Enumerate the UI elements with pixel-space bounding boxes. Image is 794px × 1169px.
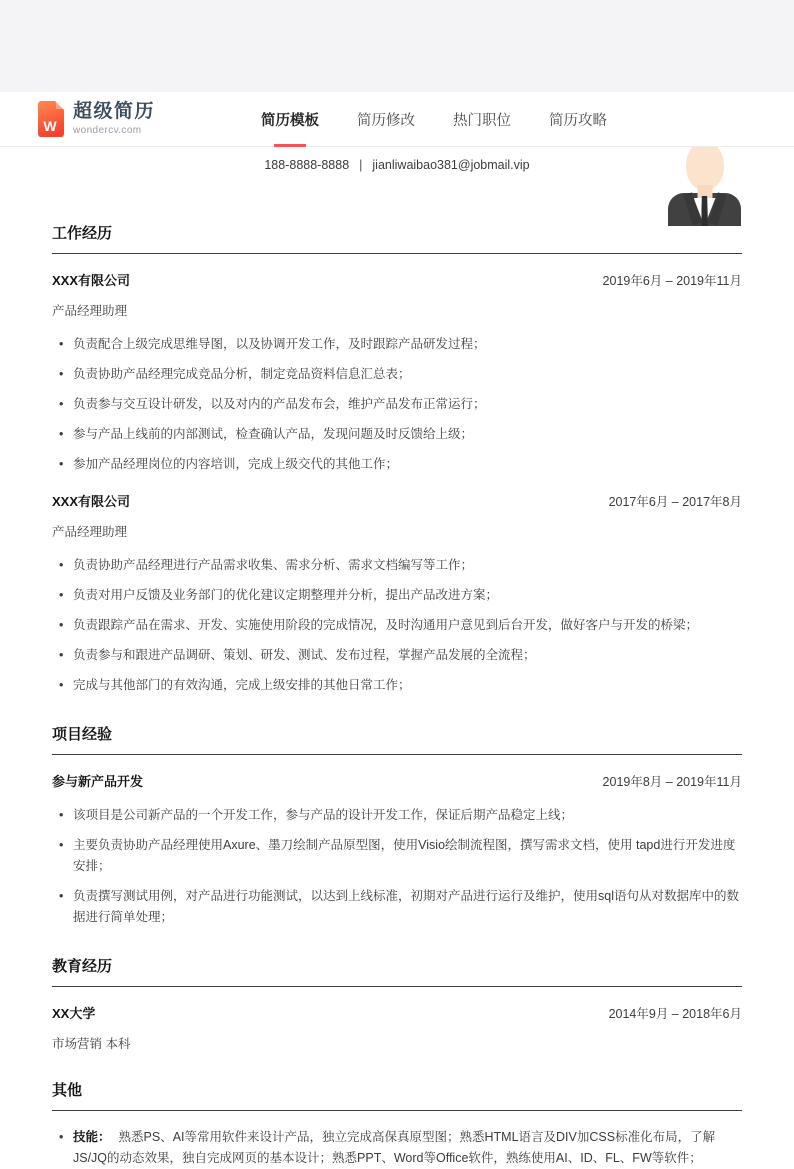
bullet-marker: • — [59, 397, 64, 411]
bullet-item — [52, 615, 742, 636]
contact-phone: 188-8888-8888 — [264, 158, 350, 172]
bullet-item — [52, 394, 742, 415]
bullet-item — [52, 334, 742, 355]
section-4 — [52, 1083, 742, 1169]
bullet-marker: • — [59, 427, 64, 441]
entry-name: XXX有限公司 — [52, 494, 131, 509]
entry-header — [52, 1003, 742, 1022]
section-3 — [52, 959, 742, 1052]
entry-header — [52, 491, 742, 510]
contact-email: jianliwaibao381@jobmail.vip — [372, 158, 530, 172]
bullet-list — [52, 555, 742, 696]
section-divider — [52, 1110, 742, 1111]
logo[interactable] — [38, 101, 155, 137]
bullet-text: 技能： 熟悉PS、AI等常用软件来设计产品，独立完成高保真原型图；熟悉HTML语言及DIV加CSS标准化布局，了解JS/JQ的动态效果，独自完成网页的基本设计；熟悉PPT、Word等Office软件，熟练使用AI、ID、FL、FW等软件； — [73, 1130, 716, 1165]
brand-domain: wondercv.com — [73, 124, 142, 136]
site-header — [0, 92, 794, 147]
entry-subtitle: 市场营销 本科 — [52, 1037, 131, 1051]
entry — [52, 1127, 742, 1169]
avatar-tie — [701, 196, 708, 226]
bullet-text: 参与产品上线前的内部测试，检查确认产品，发现问题及时反馈给上级； — [73, 427, 474, 441]
bullet-text: 负责协助产品经理完成竞品分析，制定竞品资料信息汇总表； — [73, 367, 411, 381]
bullet-list — [52, 1127, 742, 1169]
entry-name: 参与新产品开发 — [52, 774, 144, 789]
bullet-marker: • — [59, 808, 64, 822]
section-title: 工作经历 — [52, 225, 113, 242]
bullet-marker: • — [59, 838, 64, 852]
section-divider — [52, 253, 742, 254]
bullet-item — [52, 645, 742, 666]
resume-sections — [52, 226, 742, 1169]
entry-subtitle: 产品经理助理 — [52, 304, 128, 318]
nav-item-2[interactable]: 简历修改 — [357, 112, 416, 129]
bullet-text: 该项目是公司新产品的一个开发工作，参与产品的设计开发工作，保证后期产品稳定上线； — [73, 808, 574, 822]
resume-preview — [0, 158, 794, 1169]
bullet-item — [52, 1127, 742, 1169]
entry — [52, 771, 742, 928]
bullet-list — [52, 334, 742, 475]
bullet-marker: • — [59, 367, 64, 381]
bullet-text: 负责参与交互设计研发，以及对内的产品发布会，维护产品发布正常运行； — [73, 397, 486, 411]
bullet-marker: • — [59, 588, 64, 602]
entry — [52, 491, 742, 696]
bullet-text: 负责参与和跟进产品调研、策划、研发、测试、发布过程，掌握产品发展的全流程； — [73, 648, 536, 662]
nav-item-3[interactable]: 热门职位 — [453, 112, 512, 129]
entry-date: 2019年6月 – 2019年11月 — [602, 274, 742, 288]
avatar-head — [686, 141, 724, 190]
entry — [52, 270, 742, 475]
bullet-item — [52, 364, 742, 385]
section-1 — [52, 226, 742, 696]
section-title: 教育经历 — [52, 958, 113, 975]
bullet-item — [52, 424, 742, 445]
bullet-marker: • — [59, 889, 64, 903]
bullet-text: 负责协助产品经理进行产品需求收集、需求分析、需求文档编写等工作； — [73, 558, 474, 572]
section-2 — [52, 727, 742, 928]
bullet-item — [52, 555, 742, 576]
bullet-marker: • — [59, 678, 64, 692]
brand-name: 超级简历 — [73, 101, 156, 123]
bullet-text: 负责对用户反馈及业务部门的优化建议定期整理并分析，提出产品改进方案； — [73, 588, 499, 602]
bullet-text: 参加产品经理岗位的内容培训，完成上级交代的其他工作； — [73, 457, 399, 471]
contact-row — [52, 158, 742, 172]
bullet-list — [52, 805, 742, 928]
page-fold-icon — [55, 101, 64, 110]
nav-item-4[interactable]: 简历攻略 — [549, 112, 608, 129]
bullet-item — [52, 805, 742, 826]
bullet-marker: • — [59, 558, 64, 572]
main-nav — [261, 92, 607, 146]
bullet-text: 完成与其他部门的有效沟通，完成上级安排的其他日常工作； — [73, 678, 411, 692]
nav-item-1[interactable]: 简历模板 — [261, 92, 319, 146]
section-title: 其他 — [52, 1082, 83, 1099]
top-strip — [0, 0, 794, 92]
bullet-item — [52, 886, 742, 928]
bullet-item — [52, 675, 742, 696]
bullet-marker: • — [59, 457, 64, 471]
bullet-marker: • — [59, 648, 64, 662]
section-title: 项目经验 — [52, 726, 113, 743]
avatar — [668, 158, 741, 226]
bullet-text: 负责跟踪产品在需求、开发、实施使用阶段的完成情况，及时沟通用户意见到后台开发，做好客户与开发的桥梁； — [73, 618, 699, 632]
bullet-bold-label: 技能： — [73, 1130, 111, 1144]
entry-name: XXX有限公司 — [52, 273, 131, 288]
bullet-text: 负责配合上级完成思维导图，以及协调开发工作，及时跟踪产品研发过程； — [73, 337, 486, 351]
logo-text — [73, 102, 155, 136]
entry-header — [52, 270, 742, 289]
entry-date: 2017年6月 – 2017年8月 — [608, 495, 742, 509]
entry-date: 2019年8月 – 2019年11月 — [602, 775, 742, 789]
bullet-item — [52, 835, 742, 877]
contact-separator: | — [359, 158, 363, 172]
bullet-marker: • — [59, 1130, 64, 1144]
section-divider — [52, 986, 742, 987]
section-divider — [52, 754, 742, 755]
bullet-text: 负责撰写测试用例，对产品进行功能测试，以达到上线标准，初期对产品进行运行及维护，使用sql语句从对数据库中的数据进行简单处理； — [73, 889, 739, 924]
entry-name: XX大学 — [52, 1006, 96, 1021]
entry-subtitle: 产品经理助理 — [52, 525, 128, 539]
bullet-text: 主要负责协助产品经理使用Axure、墨刀绘制产品原型图，使用Visio绘制流程图，撰写需求文档，使用 tapd进行开发进度安排； — [73, 838, 736, 873]
entry-date: 2014年9月 – 2018年6月 — [608, 1007, 742, 1021]
entry — [52, 1003, 742, 1052]
entry-header — [52, 771, 742, 790]
bullet-marker: • — [59, 337, 64, 351]
bullet-item — [52, 585, 742, 606]
bullet-item — [52, 454, 742, 475]
bullet-marker: • — [59, 618, 64, 632]
logo-letter: W — [43, 118, 57, 134]
wondercv-logo-icon — [38, 101, 64, 137]
